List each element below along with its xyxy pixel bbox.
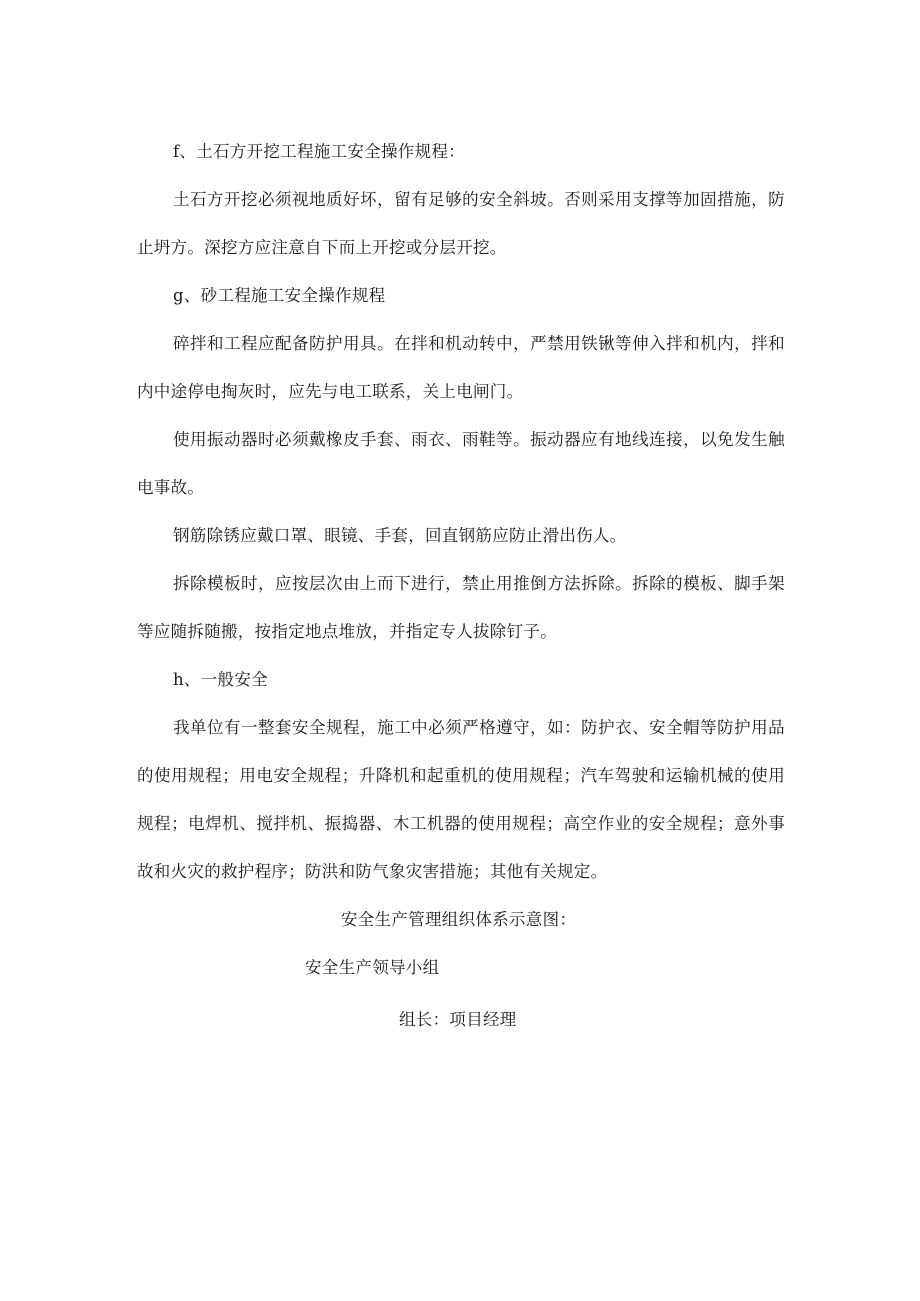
diagram-title: 安全生产管理组织体系示意图：: [341, 910, 577, 929]
section-f-heading: f、土石方开挖工程施工安全操作规程：: [173, 142, 466, 161]
section-f-body: 土石方开挖必须视地质好坏，留有足够的安全斜坡。否则采用支撑等加固措施，防止坍方。深挖方应注意自下而上开挖或分层开挖。: [137, 190, 785, 257]
section-g-paragraph-1: 碎拌和工程应配备防护用具。在拌和机动转中，严禁用铁锹等伸入拌和机内，拌和内中途停电掏灰时，应先与电工联系，关上电闸门。: [137, 334, 785, 401]
section-g-paragraph-2: 使用振动器时必须戴橡皮手套、雨衣、雨鞋等。振动器应有地线连接，以免发生触电事故。: [137, 430, 785, 497]
diagram-leader: 组长：项目经理: [399, 1010, 517, 1029]
section-h-heading: h、一般安全: [173, 670, 268, 689]
section-g-heading: g、砂工程施工安全操作规程: [173, 286, 386, 305]
section-g-paragraph-3: 钢筋除锈应戴口罩、眼镜、手套，回直钢筋应防止滑出伤人。: [173, 526, 627, 545]
section-g-paragraph-4: 拆除模板时，应按层次由上而下进行，禁止用推倒方法拆除。拆除的模板、脚手架等应随拆随搬，按指定地点堆放，并指定专人拔除钉子。: [137, 574, 785, 641]
diagram-group-name: 安全生产领导小组: [305, 958, 440, 977]
section-h-body: 我单位有一整套安全规程，施工中必须严格遵守，如：防护衣、安全帽等防护用品的使用规程；用电安全规程；升降机和起重机的使用规程；汽车驾驶和运输机械的使用规程；电焊机、搅拌机、振捣器、木工机器的使用规程；高空作业的安全规程；意外事故和火灾的救护程序；防洪和防气象灾害措施；其他有关规定。: [137, 718, 785, 881]
